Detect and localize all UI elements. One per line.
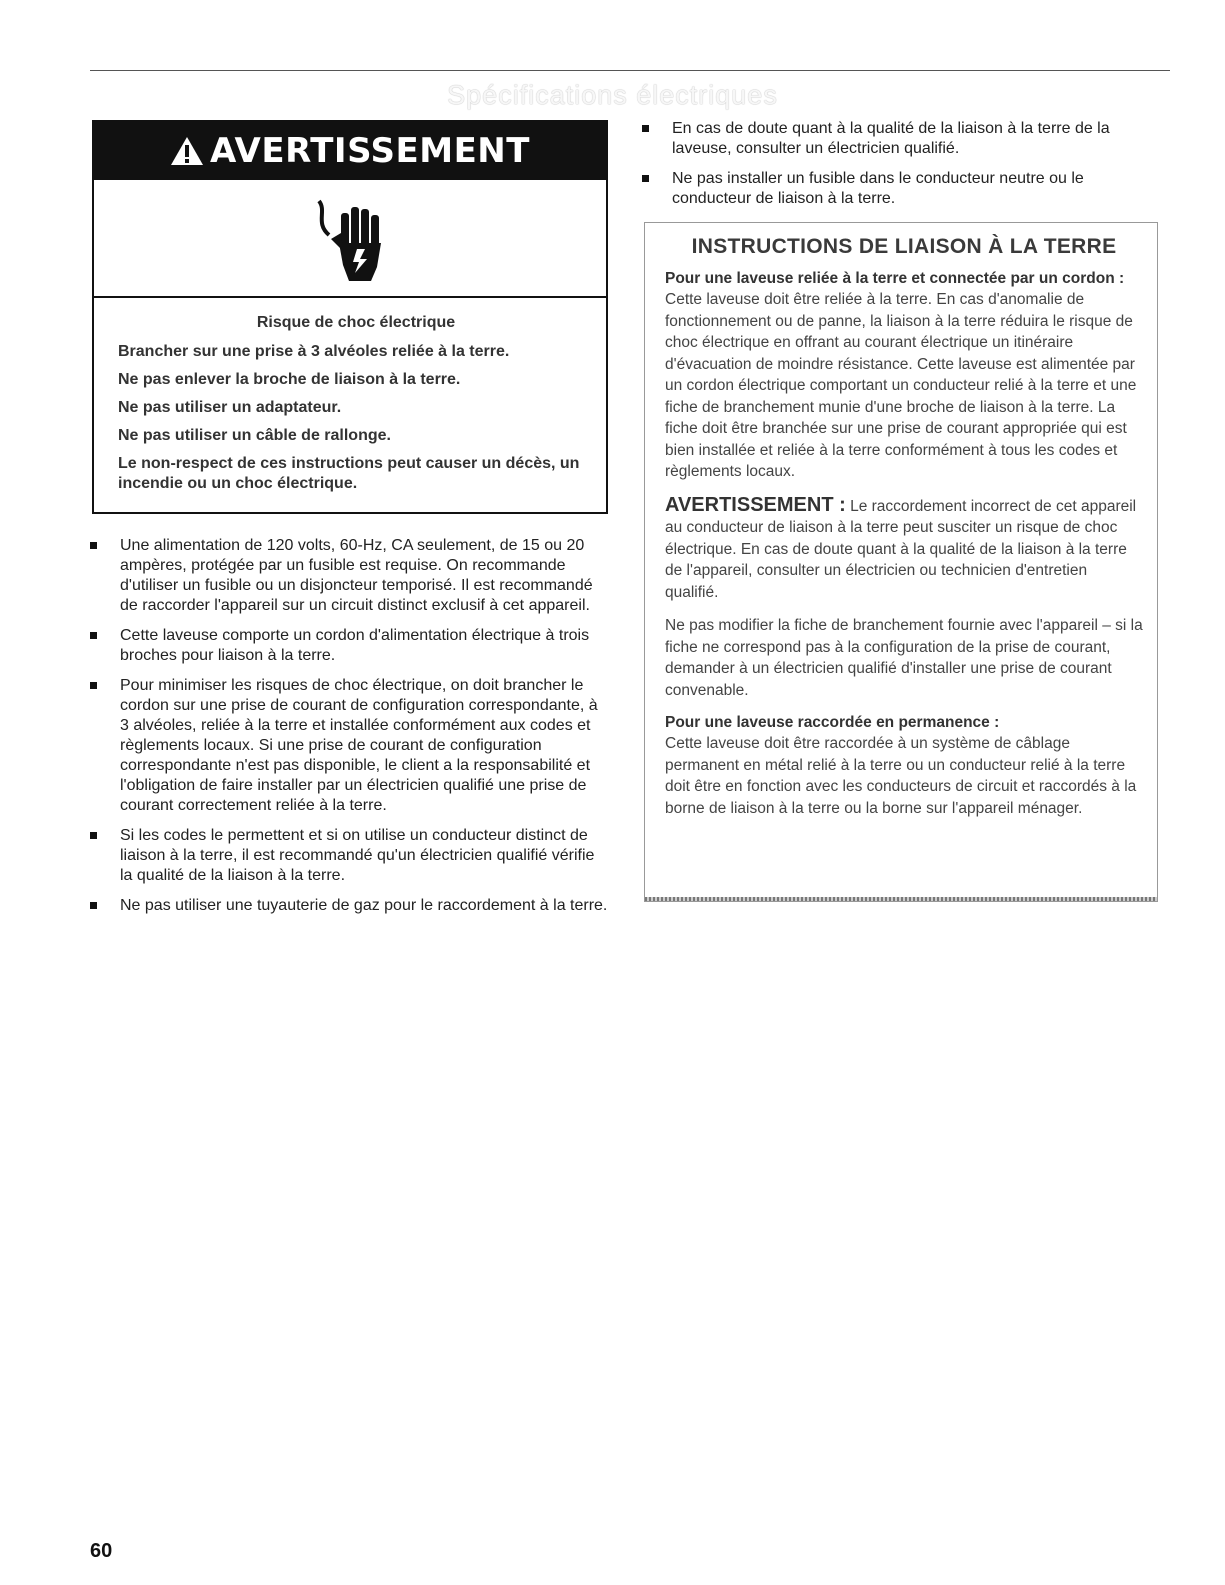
grounding-instructions-box: [644, 222, 1158, 902]
electric-shock-hand-icon: [305, 193, 395, 283]
page-number: 60: [90, 1540, 113, 1562]
warning-box: [92, 120, 608, 514]
bullet-icon: [90, 832, 97, 839]
warning-label: AVERTISSEMENT :: [665, 493, 846, 516]
list-item: [90, 676, 610, 816]
warning-line: Ne pas utiliser un adaptateur.: [118, 399, 342, 416]
list-item-text: Pour minimiser les risques de choc électrique, on doit brancher le cordon sur une prise de courant de configuration correspondante, à 3 alvéoles, reliée à la terre et installée conformément aux codes et règlements locaux. Si une prise de courant de configuration correspondante n'est pas disponible, le client a la responsabilité et l'obligation de faire installer par un électricien qualifié une prise de courant correctement reliée à la terre.: [120, 677, 598, 814]
permanent-heading: Pour une laveuse raccordée en permanence :: [665, 714, 1000, 731]
left-bullet-list: [90, 536, 610, 926]
list-item-text: Si les codes le permettent et si on utilise un conducteur distinct de liaison à la terre, il est recommandé qu'un électricien qualifié vérifie la qualité de la liaison à la terre.: [120, 827, 595, 884]
warning-pictogram: [94, 180, 606, 298]
list-item: [642, 119, 1162, 159]
list-item: [642, 169, 1162, 209]
corded-text: Cette laveuse doit être reliée à la terre. En cas d'anomalie de fonctionnement ou de panne, la liaison à la terre réduira le risque de choc électrique en offrant au courant électrique un itinéraire d'évacuation de moindre résistance. Cette laveuse est alimentée par un cordon électrique comportant un conducteur relié à la terre et une fiche de branchement munie d'une broche de liaison à la terre. La fiche doit être branchée sur une prise de courant appropriée qui est bien installée et reliée à la terre conformément à tous les codes et règlements locaux.: [665, 291, 1137, 480]
page-title: Spécifications électriques: [447, 80, 778, 110]
list-item-text: Ne pas utiliser une tuyauterie de gaz pour le raccordement à la terre.: [120, 897, 608, 914]
plug-text: Ne pas modifier la fiche de branchement fournie avec l'appareil – si la fiche ne correspond pas à la configuration de la prise de courant, demander à un électricien qualifié d'installer une prise de courant convenable.: [665, 617, 1143, 699]
instructions-title: INSTRUCTIONS DE LIAISON À LA TERRE: [691, 235, 1117, 258]
bullet-icon: [642, 125, 649, 132]
list-item: [90, 826, 610, 886]
bullet-icon: [90, 542, 97, 549]
bullet-icon: [642, 175, 649, 182]
list-item: [90, 626, 610, 666]
warning-paragraph: [665, 495, 1143, 604]
permanent-text: Cette laveuse doit être raccordée à un système de câblage permanent en métal relié à la terre ou un conducteur relié à la terre doit être en fonction avec les conducteurs de circuit et raccordés à la borne de liaison à la terre ou la borne sur l'appareil ménager.: [665, 735, 1137, 817]
top-rule: [90, 70, 1170, 71]
right-bullet-list: [642, 119, 1162, 219]
list-item-text: Cette laveuse comporte un cordon d'alimentation électrique à trois broches pour liaison à la terre.: [120, 627, 590, 664]
warning-risk-title: Risque de choc électrique: [256, 314, 456, 331]
warning-header: [94, 122, 606, 180]
list-item-text: Ne pas installer un fusible dans le conducteur neutre ou le conducteur de liaison à la terre.: [672, 170, 1084, 207]
warning-line: Ne pas enlever la broche de liaison à la terre.: [118, 371, 461, 388]
list-item: [90, 536, 610, 616]
warning-header-text: AVERTISSEMENT: [210, 131, 530, 171]
bullet-icon: [90, 682, 97, 689]
warning-text: Le raccordement incorrect de cet appareil au conducteur de liaison à la terre peut susciter un risque de choc électrique. En cas de doute quant à la qualité de la liaison à la terre de l'appareil, consulter un électricien ou technicien d'entretien qualifié.: [665, 497, 1137, 601]
warning-consequence: Le non-respect de ces instructions peut causer un décès, un incendie ou un choc électrique.: [118, 455, 580, 492]
corded-heading: Pour une laveuse reliée à la terre et connectée par un cordon :: [665, 270, 1125, 287]
bullet-icon: [90, 632, 97, 639]
warning-triangle-icon: [170, 136, 204, 166]
list-item: [90, 896, 610, 916]
bullet-icon: [90, 902, 97, 909]
list-item-text: Une alimentation de 120 volts, 60-Hz, CA seulement, de 15 ou 20 ampères, protégée par un fusible est requise. On recommande d'utiliser un fusible ou un disjoncteur temporisé. Il est recommandé de raccorder l'appareil sur un circuit distinct exclusif à cet appareil.: [120, 537, 593, 614]
list-item-text: En cas de doute quant à la qualité de la liaison à la terre de la laveuse, consulter un électricien qualifié.: [672, 120, 1110, 157]
warning-line: Brancher sur une prise à 3 alvéoles reliée à la terre.: [118, 343, 510, 360]
warning-line: Ne pas utiliser un câble de rallonge.: [118, 427, 391, 444]
